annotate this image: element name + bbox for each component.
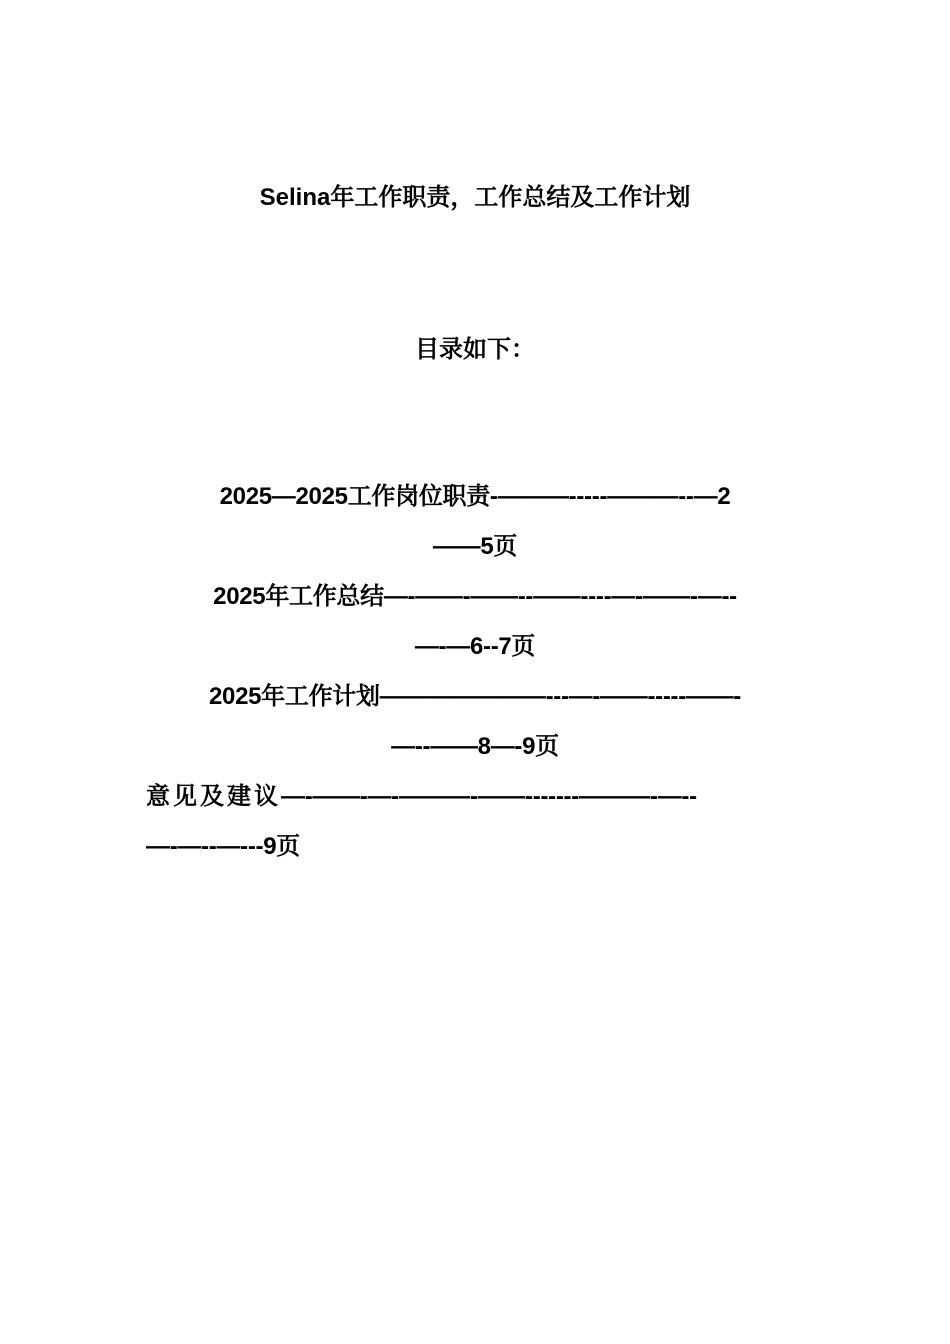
toc-heading: 目录如下：	[415, 336, 535, 363]
document-title: Selina年工作职责，工作总结及工作计划	[259, 184, 691, 211]
toc-entry-4-line-1	[146, 779, 804, 815]
toc-entry-4-leader: —-——-—-———-——-------———-—--	[281, 783, 697, 810]
toc-entry-2-line-2: —-—6--7页	[414, 633, 536, 660]
toc-entry-4-label: 意见及建议	[146, 783, 281, 810]
toc-entry-2-line-1: 2025年工作总结—-——-——--——----—-——-—--	[213, 583, 737, 610]
toc-entry-3-line-1: 2025年工作计划———————---—-——-----——-	[208, 683, 741, 710]
toc-entry-1-line-1: 2025—2025工作岗位职责-———-----———--—2	[219, 483, 731, 510]
toc-entry-1-line-2: ——5页	[432, 533, 518, 560]
toc-entry-3-line-2: —--——8—-9页	[391, 733, 559, 760]
toc-entry-4-line-2: —-—--—---9页	[146, 833, 301, 860]
